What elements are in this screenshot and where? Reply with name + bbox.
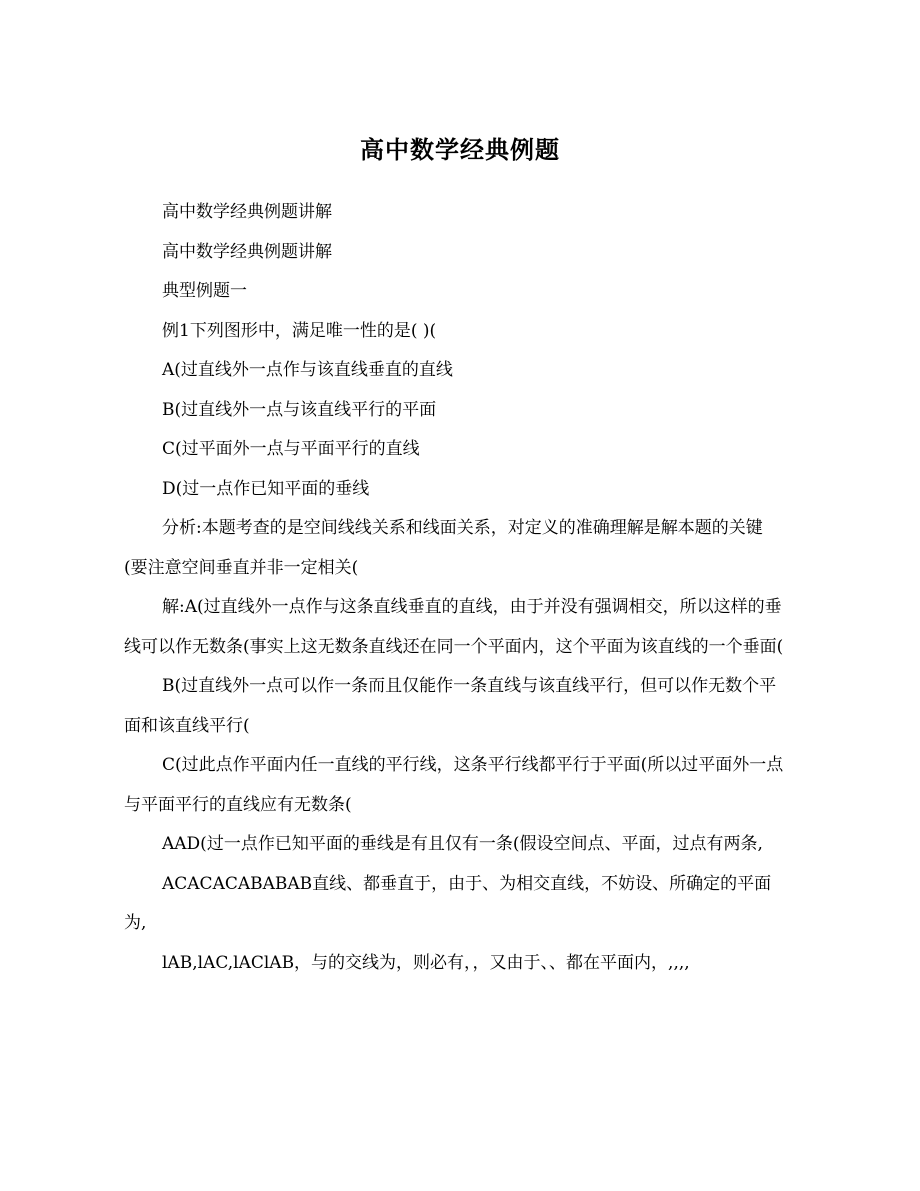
paragraph-solution-a: 解:A(过直线外一点作与这条直线垂直的直线，由于并没有强调相交，所以这样的垂线可以作无数条(事实上这无数条直线还在同一个平面内，这个平面为该直线的一个垂面( <box>124 597 784 657</box>
document-body <box>124 193 784 983</box>
paragraph-subtitle-1: 高中数学经典例题讲解 <box>162 202 332 222</box>
paragraph-option-a: A(过直线外一点作与该直线垂直的直线 <box>162 360 453 380</box>
paragraph-option-c: C(过平面外一点与平面平行的直线 <box>162 439 420 459</box>
paragraph-option-d: D(过一点作已知平面的垂线 <box>162 478 370 499</box>
paragraph-section-heading: 典型例题一 <box>162 281 247 301</box>
paragraph-proof-2: lAB,lAC,lAClAB，与的交线为，则必有，，又由于、、都在平面内，,,,, <box>162 952 690 973</box>
paragraph-analysis: 分析:本题考查的是空间线线关系和线面关系，对定义的准确理解是解本题的关键(要注意空间垂直并非一定相关( <box>124 518 763 578</box>
paragraph-proof-1: ACACACABABAB直线、都垂直于，由于、为相交直线，不妨设、所确定的平面为, <box>124 873 772 933</box>
paragraph-solution-d: AAD(过一点作已知平面的垂线是有且仅有一条(假设空间点、平面，过点有两条, <box>162 834 763 854</box>
paragraph-question: 例1下列图形中，满足唯一性的是( )( <box>162 320 437 341</box>
paragraph-solution-c: C(过此点作平面内任一直线的平行线，这条平行线都平行于平面(所以过平面外一点与平面平行的直线应有无数条( <box>124 755 784 815</box>
paragraph-subtitle-2: 高中数学经典例题讲解 <box>162 241 332 262</box>
paragraph-solution-b: B(过直线外一点可以作一条而且仅能作一条直线与该直线平行，但可以作无数个平面和该直线平行( <box>124 676 777 736</box>
document-title: 高中数学经典例题 <box>360 135 560 164</box>
paragraph-option-b: B(过直线外一点与该直线平行的平面 <box>162 399 437 420</box>
